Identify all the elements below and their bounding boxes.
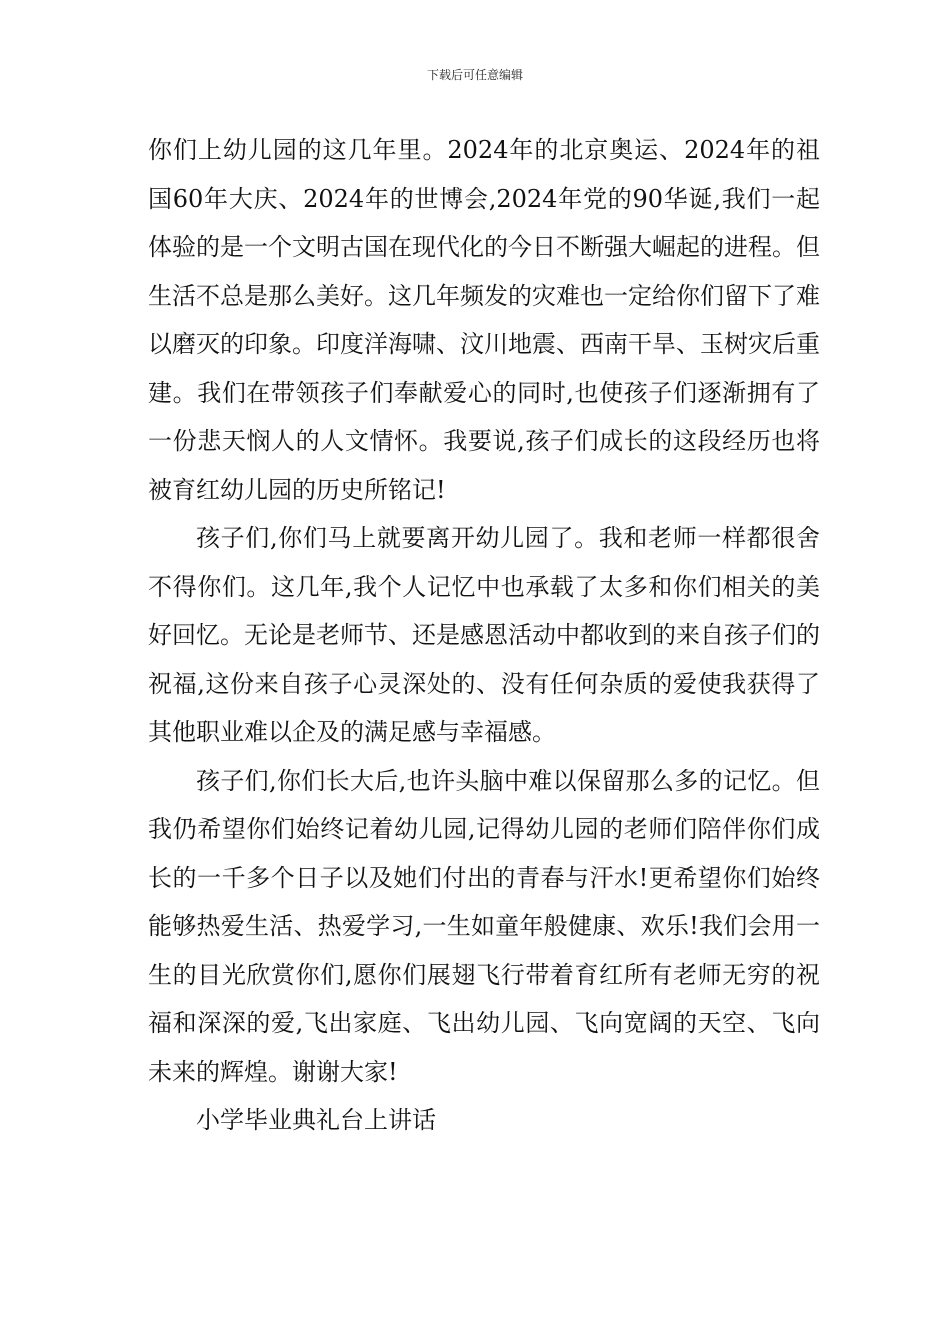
section-title: 小学毕业典礼台上讲话 — [196, 1106, 436, 1134]
document-body — [148, 126, 820, 1145]
paragraph-3: 孩子们,你们长大后,也许头脑中难以保留那么多的记忆。但我仍希望你们始终记着幼儿园,记得幼儿园的老师们陪伴你们成长的一千多个日子以及她们付出的青春与汗水!更希望你们始终能够热爱生活、热爱学习,一生如童年般健康、欢乐!我们会用一生的目光欣赏你们,愿你们展翅飞行带着育红所有老师无穷的祝福和深深的爱,飞出家庭、飞出幼儿园、飞向宽阔的天空、飞向未来的辉煌。谢谢大家! — [148, 766, 820, 1086]
page-header: 下载后可任意编辑 — [426, 68, 523, 82]
paragraph-2: 孩子们,你们马上就要离开幼儿园了。我和老师一样都很舍不得你们。这几年,我个人记忆中也承载了太多和你们相关的美好回忆。无论是老师节、还是感恩活动中都收到的来自孩子们的祝福,这份来自孩子心灵深处的、没有任何杂质的爱使我获得了其他职业难以企及的满足感与幸福感。 — [148, 524, 820, 746]
paragraph-1: 你们上幼儿园的这几年里。2024年的北京奥运、2024年的祖国60年大庆、2024年的世博会,2024年党的90华诞,我们一起体验的是一个文明古国在现代化的今日不断强大崛起的进程。但生活不总是那么美好。这几年频发的灾难也一定给你们留下了难以磨灭的印象。印度洋海啸、汶川地震、西南干旱、玉树灾后重建。我们在带领孩子们奉献爱心的同时,也使孩子们逐渐拥有了一份悲天悯人的人文情怀。我要说,孩子们成长的这段经历也将被育红幼儿园的历史所铭记! — [148, 136, 820, 504]
